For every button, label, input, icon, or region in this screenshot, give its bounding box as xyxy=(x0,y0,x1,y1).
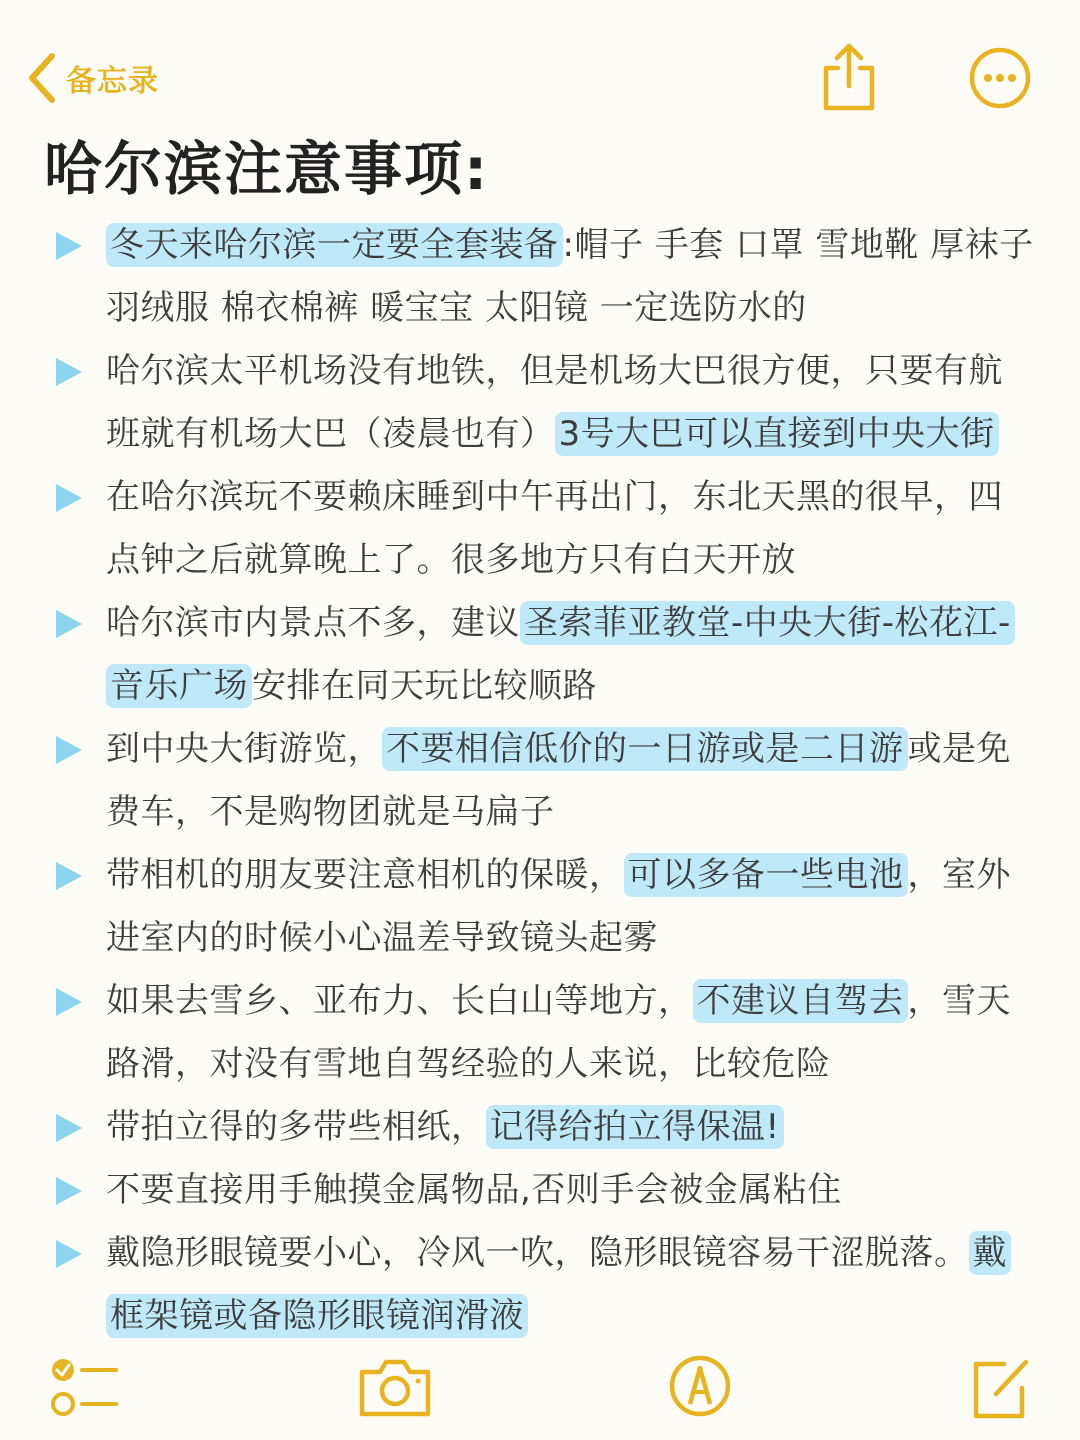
list-item[interactable] xyxy=(56,844,1036,970)
highlighted-text: 不要相信低价的一日游或是二日游 xyxy=(382,727,908,771)
triangle-bullet-icon xyxy=(56,1240,82,1268)
markup-button[interactable] xyxy=(668,1352,732,1420)
triangle-bullet-icon xyxy=(56,1177,82,1205)
list-item[interactable] xyxy=(56,466,1036,592)
list-item-text xyxy=(106,1096,1036,1159)
list-item-text xyxy=(106,1159,1036,1222)
text-segment: 哈尔滨市内景点不多，建议 xyxy=(106,603,520,643)
list-item-text xyxy=(106,592,1036,718)
highlighted-text: 戴框架镜或备隐形眼镜润滑液 xyxy=(106,1231,1011,1338)
triangle-bullet-icon xyxy=(56,1114,82,1142)
text-segment: ，雪天路滑，对没有雪地自驾经验的人来说，比较危险 xyxy=(106,981,1011,1084)
list-item[interactable] xyxy=(56,340,1036,466)
note-body[interactable] xyxy=(56,214,1036,1348)
list-item-text xyxy=(106,970,1036,1096)
camera-icon xyxy=(356,1354,434,1420)
triangle-bullet-icon xyxy=(56,736,82,764)
triangle-bullet-icon xyxy=(56,862,82,890)
list-item-text xyxy=(106,214,1036,340)
text-segment: 带拍立得的多带些相纸， xyxy=(106,1107,486,1147)
list-item-text xyxy=(106,340,1036,466)
highlighted-text: 冬天来哈尔滨一定要全套装备 xyxy=(106,223,563,267)
camera-button[interactable] xyxy=(356,1354,434,1420)
highlighted-text: 3号大巴可以直接到中央大街 xyxy=(555,412,999,456)
triangle-bullet-icon xyxy=(56,610,82,638)
highlighted-text: 记得给拍立得保温! xyxy=(486,1105,784,1149)
highlighted-text: 圣索菲亚教堂-中央大街-松花江-音乐广场 xyxy=(106,601,1015,708)
top-navigation-bar xyxy=(0,0,1080,120)
text-segment: 在哈尔滨玩不要赖床睡到中午再出门，东北天黑的很早，四点钟之后就算晚上了。很多地方只有白天开放 xyxy=(106,477,1003,580)
list-item-text xyxy=(106,718,1036,844)
text-segment: 戴隐形眼镜要小心，冷风一吹，隐形眼镜容易干涩脱落。 xyxy=(106,1233,969,1273)
chevron-left-icon xyxy=(22,50,62,106)
triangle-bullet-icon xyxy=(56,232,82,260)
more-icon xyxy=(968,46,1032,110)
text-segment: 到中央大街游览， xyxy=(106,729,382,769)
back-label: 备忘录 xyxy=(66,64,159,99)
triangle-bullet-icon xyxy=(56,358,82,386)
text-segment: 带相机的朋友要注意相机的保暖， xyxy=(106,855,624,895)
list-item[interactable] xyxy=(56,970,1036,1096)
text-segment: 安排在同天玩比较顺路 xyxy=(252,666,597,706)
checklist-icon xyxy=(48,1354,122,1420)
back-button[interactable] xyxy=(22,48,159,108)
share-icon xyxy=(818,40,880,112)
markup-icon xyxy=(668,1352,732,1420)
more-button[interactable] xyxy=(968,46,1032,110)
list-item-text xyxy=(106,466,1036,592)
text-segment: 不要直接用手触摸金属物品,否则手会被金属粘住 xyxy=(106,1170,842,1210)
list-item[interactable] xyxy=(56,592,1036,718)
list-item-text xyxy=(106,1222,1036,1348)
list-item[interactable] xyxy=(56,1159,1036,1222)
list-item[interactable] xyxy=(56,1096,1036,1159)
list-item-text xyxy=(106,844,1036,970)
triangle-bullet-icon xyxy=(56,484,82,512)
highlighted-text: 不建议自驾去 xyxy=(693,979,908,1023)
share-button[interactable] xyxy=(818,40,880,112)
text-segment: ，室外进室内的时候小心温差导致镜头起雾 xyxy=(106,855,1011,958)
bottom-toolbar xyxy=(0,1350,1080,1440)
text-segment: 如果去雪乡、亚布力、长白山等地方， xyxy=(106,981,693,1021)
list-item[interactable] xyxy=(56,214,1036,340)
compose-button[interactable] xyxy=(970,1352,1032,1420)
compose-icon xyxy=(970,1352,1032,1420)
triangle-bullet-icon xyxy=(56,988,82,1016)
checklist-button[interactable] xyxy=(48,1354,122,1420)
note-title[interactable]: 哈尔滨注意事项: xyxy=(44,135,490,203)
list-item[interactable] xyxy=(56,718,1036,844)
text-segment: :帽子 手套 口罩 雪地靴 厚袜子 羽绒服 棉衣棉裤 暖宝宝 太阳镜 一定选防水的 xyxy=(106,225,1034,328)
highlighted-text: 可以多备一些电池 xyxy=(624,853,908,897)
text-segment: 或是免费车，不是购物团就是马扁子 xyxy=(106,729,1011,832)
text-segment: 哈尔滨太平机场没有地铁，但是机场大巴很方便，只要有航班就有机场大巴（凌晨也有） xyxy=(106,351,1003,454)
list-item[interactable] xyxy=(56,1222,1036,1348)
